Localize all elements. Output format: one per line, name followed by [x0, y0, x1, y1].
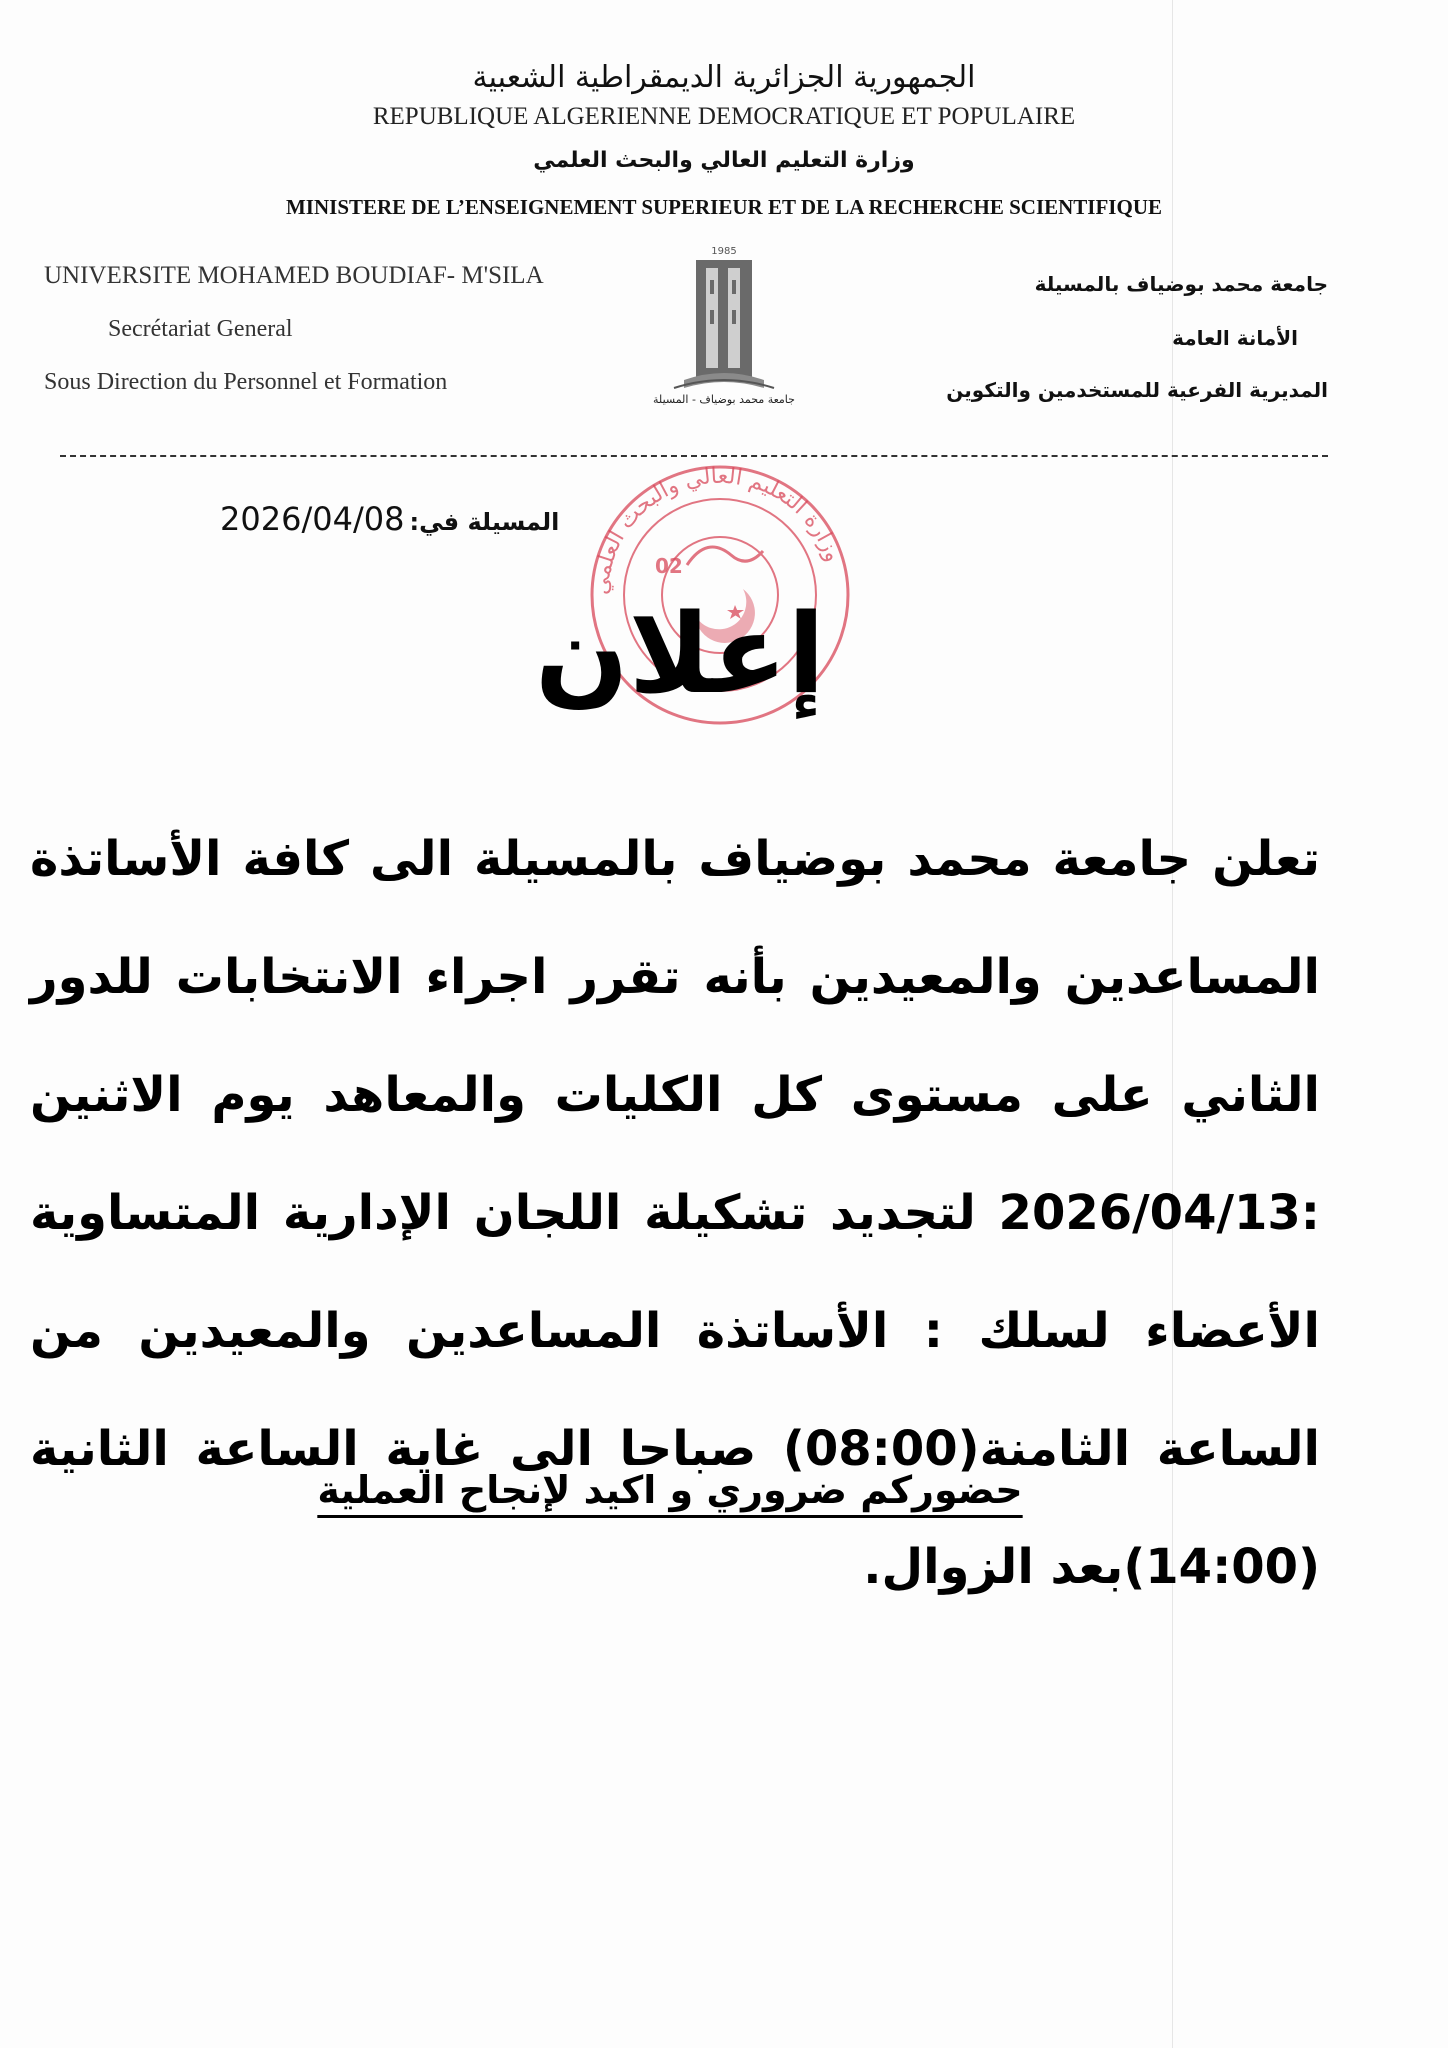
sub-direction-ar: المديرية الفرعية للمستخدمين والتكوين	[946, 378, 1328, 402]
stamp-number: 02	[655, 554, 683, 578]
sub-direction-fr: Sous Direction du Personnel et Formation	[44, 369, 448, 395]
republic-title-ar: الجمهورية الجزائرية الديمقراطية الشعبية	[472, 60, 976, 95]
svg-text:وزارة التعليم العالي والبحث ال	[589, 464, 846, 596]
closing-note: حضوركم ضروري و اكيد لإنجاح العملية	[317, 1468, 1023, 1512]
republic-title-fr: REPUBLIQUE ALGERIENNE DEMOCRATIQUE ET POPULAIRE	[372, 103, 1076, 130]
logo-year: 1985	[711, 246, 737, 257]
date-value: 2026/04/08	[220, 500, 405, 538]
secretariat-ar: الأمانة العامة	[1172, 326, 1298, 350]
announcement-body: تعلن جامعة محمد بوضياف بالمسيلة الى كافة الأساتذة المساعدين والمعيدين بأنه تقرر اجراء الانتخابات للدور الثاني على مستوى كل الكليات والمعاهد يوم الاثنين :2026/04/13 لتجديد تشكيلة اللجان الإدارية المتساوية الأعضاء لسلك : الأساتذة المساعدين والمعيدين من الساعة الثامنة(08:00) صباحا الى غاية الساعة الثانية (14:00)بعد الزوال.	[30, 831, 1321, 1595]
university-name-ar: جامعة محمد بوضياف بالمسيلة	[1034, 272, 1328, 296]
stamp-text: وزارة التعليم العالي والبحث العلمي	[588, 463, 846, 596]
announcement-title: إعلان	[534, 590, 826, 718]
ministry-title-ar: وزارة التعليم العالي والبحث العلمي	[533, 148, 915, 173]
logo-caption: جامعة محمد بوضياف - المسيلة	[653, 393, 795, 406]
university-name-fr: UNIVERSITE MOHAMED BOUDIAF- M'SILA	[44, 262, 544, 289]
document-date	[220, 500, 559, 538]
sender-block-ar	[888, 272, 1328, 402]
secretariat-fr: Secrétariat General	[108, 316, 293, 342]
ministry-title-fr: MINISTERE DE L’ENSEIGNEMENT SUPERIEUR ET DE LA RECHERCHE SCIENTIFIQUE	[285, 195, 1162, 219]
date-label: المسيلة في:	[409, 508, 560, 536]
sender-block-fr	[44, 262, 624, 396]
